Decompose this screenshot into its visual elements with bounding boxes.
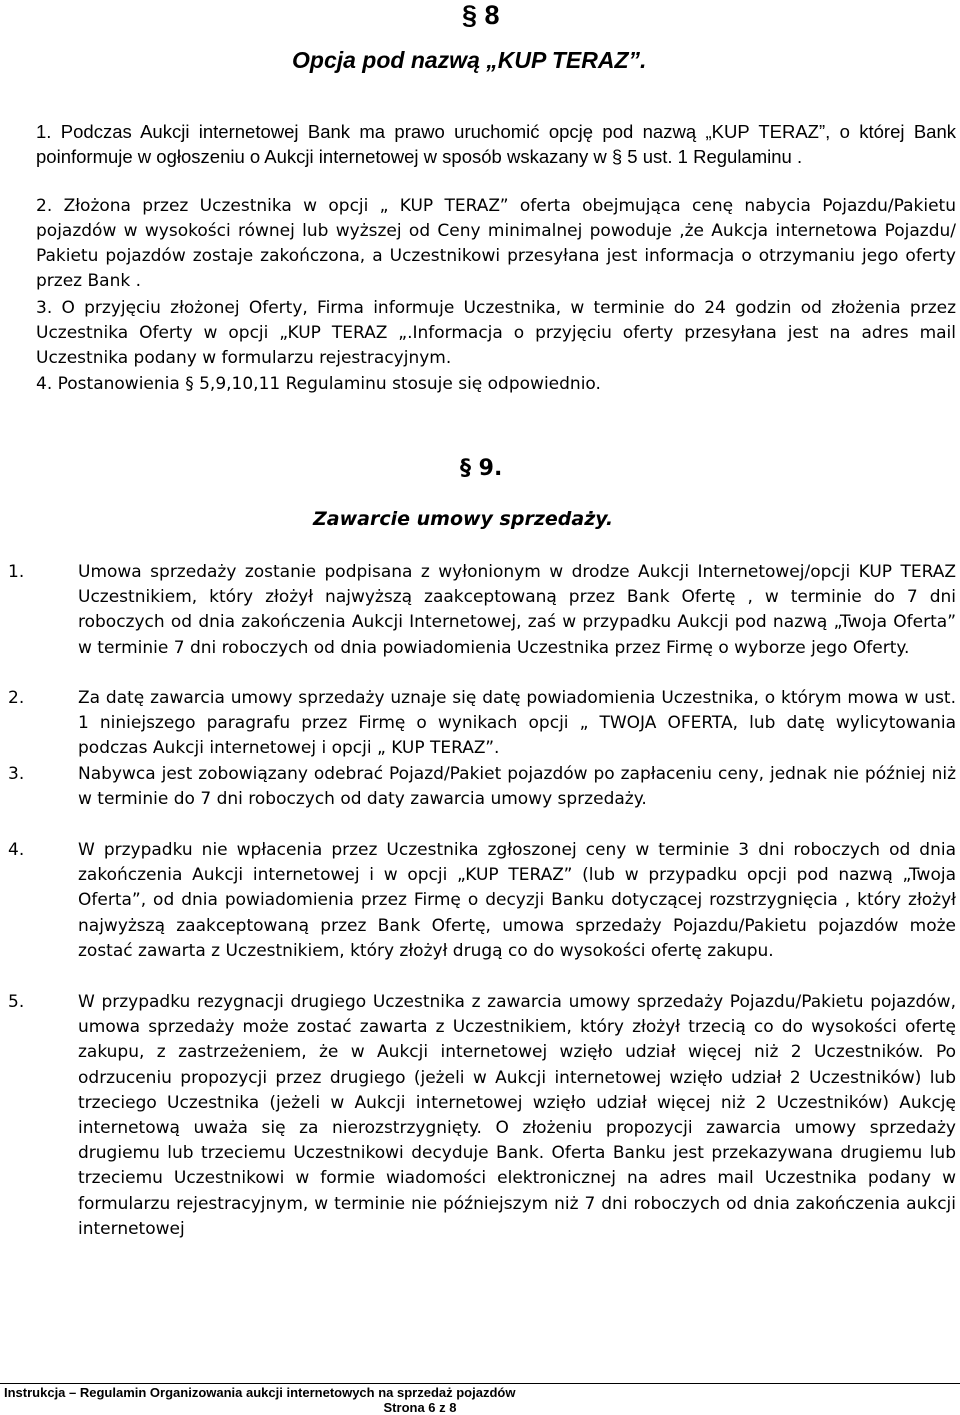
list-item-number: 3. — [36, 298, 53, 318]
section-9-number: § 9. — [460, 456, 503, 481]
list-item-body: W przypadku nie wpłacenia przez Uczestnika zgłoszonej ceny w terminie 3 dni roboczych od dnia zakończenia Aukcji internetowej i w opcji „KUP TERAZ” (lub w przypadku opcji pod nazwą „Twoja Oferta”, od dnia powiadomienia przez Firmę o decyzji Banku dotyczącej rozstrzygnięcia , który złożył najwyższą zaakceptowaną przez Bank Ofertę, umowa sprzedaży Pojazdu/Pakietu pojazdów może zostać zawarta z Uczestnikiem, który złożył drugą co do wysokości ofertę zakupu. — [78, 840, 956, 961]
list-item-body: Nabywca jest zobowiązany odebrać Pojazd/Pakiet pojazdów po zapłaceniu ceny, jednak nie później niż w terminie do 7 dni roboczych od daty zawarcia umowy sprzedaży. — [78, 764, 956, 810]
list-item-body: Za datę zawarcia umowy sprzedaży uznaje się datę powiadomienia Uczestnika, o którym mowa w ust. 1 niniejszego paragrafu przez Firmę o wynikach opcji „ TWOJA OFERTA, lub datę wylicytowania podczas Aukcji internetowej i opcji „ KUP TERAZ”. — [78, 688, 956, 759]
list-item — [8, 762, 956, 838]
list-item — [8, 990, 956, 1294]
section-8-list — [36, 119, 956, 398]
list-item — [8, 686, 956, 762]
list-item — [36, 296, 956, 372]
list-item-text — [36, 194, 956, 294]
list-item-body: Złożona przez Uczestnika w opcji „ KUP TERAZ” oferta obejmująca cenę nabycia Pojazdu/Pakietu pojazdów w wysokości równej lub wyższej od Ceny minimalnej powoduje ,że Aukcja internetowa Pojazdu/ Pakietu pojazdów zostaje zakończona, a Uczestnikowi przesyłana jest informacja o otrzymaniu jego oferty przez Bank . — [36, 196, 956, 291]
list-item-number: 4. — [8, 840, 25, 860]
list-item-number: 2. — [8, 688, 25, 708]
list-item — [36, 372, 956, 398]
list-item-body: O przyjęciu złożonej Oferty, Firma informuje Uczestnika, w terminie do 24 godzin od złożenia przez Uczestnika Oferty w opcji „KUP TERAZ „.Informacja o przyjęciu oferty przesyłana jest na adres mail Uczestnika podany w formularzu rejestracyjnym. — [36, 298, 956, 368]
section-9-title: Zawarcie umowy sprzedaży. — [313, 508, 614, 530]
list-item — [36, 119, 956, 194]
list-item-number: 3. — [8, 764, 25, 784]
list-item-body: Podczas Aukcji internetowej Bank ma prawo uruchomić opcję pod nazwą „KUP TERAZ”, o której Bank poinformuje w ogłoszeniu o Aukcji internetowej w sposób wskazany w § 5 ust. 1 Regulaminu . — [36, 121, 957, 167]
list-item-body: W przypadku rezygnacji drugiego Uczestnika z zawarcia umowy sprzedaży Pojazdu/Pakietu pojazdów, umowa sprzedaży może zostać zawarta z Uczestnikiem, który złożył trzecią co do wysokości ofertę zakupu, z zastrzeżeniem, że w Aukcji internetowej wzięło udział więcej niż 2 Uczestników. Po odrzuceniu propozycji przez drugiego (jeżeli w Aukcji internetowej wzięło udział 2 Uczestników) lub trzeciego Uczestnika (jeżeli w Aukcji internetowej wzięło udział więcej niż 2 Uczestników) Aukcję internetową uważa się za nierozstrzygnięty. O złożeniu propozycji zawarcia umowy sprzedaży drugiemu lub trzeciemu Uczestnikowi decyduje Bank. Oferta Banku jest przekazywana drugiemu lub trzeciemu Uczestnikowi w formie wiadomości elektronicznej na adres mail Uczestnika podany w formularzu rejestracyjnym, w terminie nie późniejszym niż 7 dni roboczych od dnia zakończenia aukcji internetowej — [78, 992, 956, 1239]
list-item-body: Postanowienia § 5,9,10,11 Regulaminu stosuje się odpowiednio. — [57, 374, 601, 394]
list-item-number: 1. — [8, 562, 25, 582]
list-item — [36, 194, 956, 296]
list-item-number: 5. — [8, 992, 25, 1012]
section-8-number: § 8 — [462, 0, 500, 30]
list-item-text — [36, 119, 956, 169]
list-item-number: 1. — [36, 121, 52, 142]
list-item-number: 2. — [36, 196, 53, 216]
list-item-body: Umowa sprzedaży zostanie podpisana z wyłonionym w drodze Aukcji Internetowej/opcji KUP TERAZ Uczestnikiem, który złożył najwyższą zaakceptowaną przez Bank Ofertę , w terminie do 7 dni roboczych od dnia zakończenia Aukcji Internetowej, zaś w przypadku Aukcji pod nazwą „Twoja Oferta” w terminie 7 dni roboczych od dnia powiadomienia Uczestnika przez Firmę o wyborze jego Oferty. — [78, 562, 956, 658]
footer-title: Instrukcja – Regulamin Organizowania aukcji internetowych na sprzedaż pojazdów — [4, 1385, 516, 1400]
section-8-title: Opcja pod nazwą „KUP TERAZ”. — [292, 47, 647, 73]
list-item — [8, 560, 956, 686]
footer-page-number: Strona 6 z 8 — [383, 1400, 457, 1415]
list-item — [8, 838, 956, 990]
section-9-list — [8, 560, 956, 1294]
footer-divider — [0, 1383, 960, 1384]
list-item-text — [36, 296, 956, 371]
list-item-text — [36, 372, 956, 397]
list-item-number: 4. — [36, 374, 53, 394]
